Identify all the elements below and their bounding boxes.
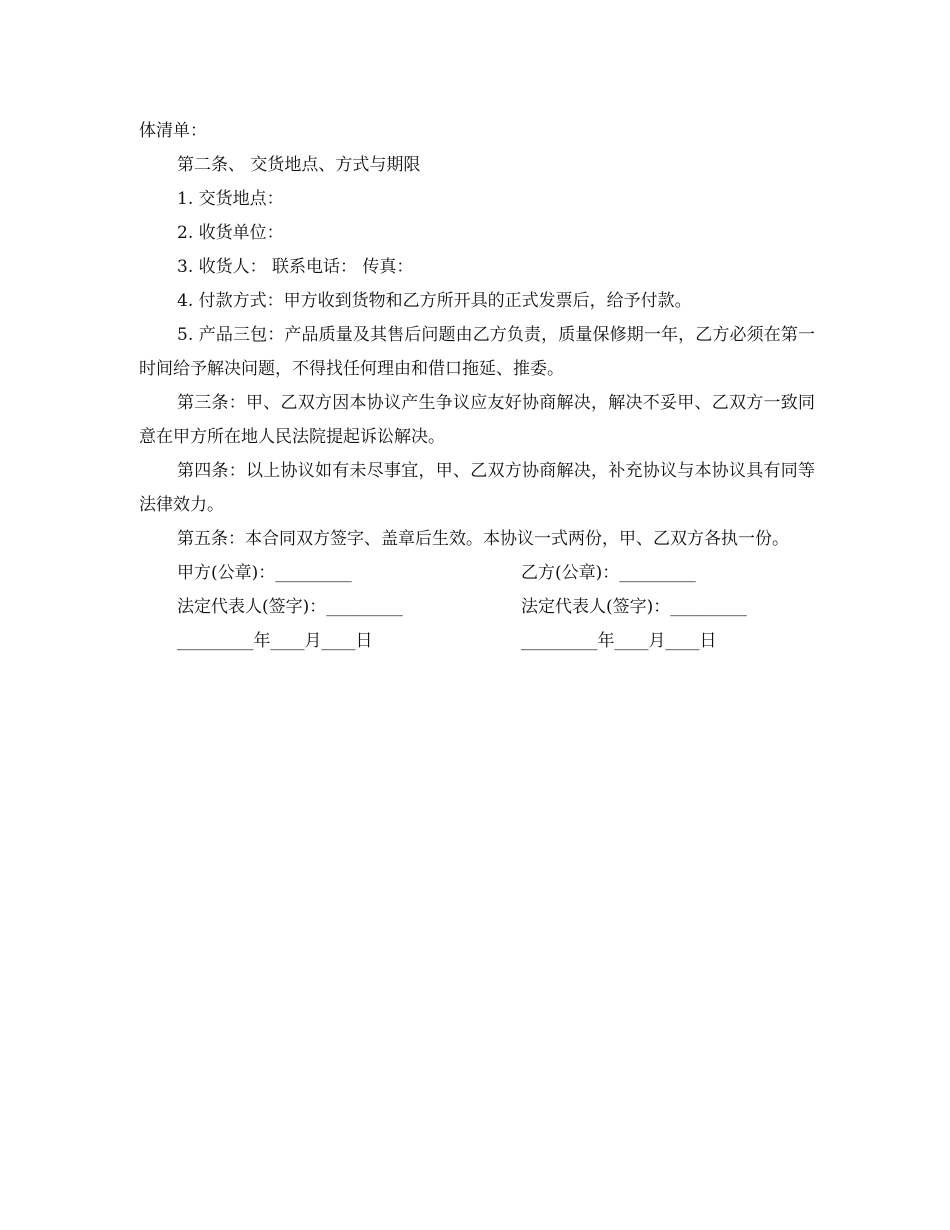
item-warranty: 5. 产品三包：产品质量及其售后问题由乙方负责，质量保修期一年，乙方必须在第一时间给予解决问题，不得找任何理由和借口拖延、推委。	[139, 325, 815, 379]
article-3: 第三条：甲、乙双方因本协议产生争议应友好协商解决，解决不妥甲、乙双方一致同意在甲方所在地人民法院提起诉讼解决。	[139, 393, 815, 447]
party-a-seal-line: 甲方(公章)：_________	[177, 563, 352, 583]
signature-row-representative	[139, 590, 815, 624]
party-b-representative-line: 法定代表人(签字)：_________	[521, 597, 747, 617]
article-5: 第五条：本合同双方签字、盖章后生效。本协议一式两份，甲、乙双方各执一份。	[177, 529, 789, 549]
party-a-date-line: _________年____月____日	[177, 631, 373, 651]
item-payment-method: 4. 付款方式：甲方收到货物和乙方所开具的正式发票后，给予付款。	[177, 291, 692, 311]
party-b-seal-line: 乙方(公章)：_________	[521, 563, 696, 583]
signature-row-date	[139, 624, 815, 658]
article-4: 第四条：以上协议如有未尽事宜，甲、乙双方协商解决，补充协议与本协议具有同等法律效力。	[139, 461, 815, 515]
party-a-representative-line: 法定代表人(签字)：_________	[177, 597, 403, 617]
item-receiving-unit: 2. 收货单位：	[177, 223, 284, 243]
party-b-date-line: _________年____月____日	[521, 631, 717, 651]
item-delivery-location: 1. 交货地点：	[177, 189, 284, 209]
signature-row-seal	[139, 556, 815, 590]
item-receiver-contact: 3. 收货人： 联系电话： 传真：	[177, 257, 414, 277]
text-line-continuation: 体清单：	[139, 121, 207, 141]
article-2-title: 第二条、 交货地点、方式与期限	[177, 155, 421, 175]
document-body	[139, 114, 815, 658]
